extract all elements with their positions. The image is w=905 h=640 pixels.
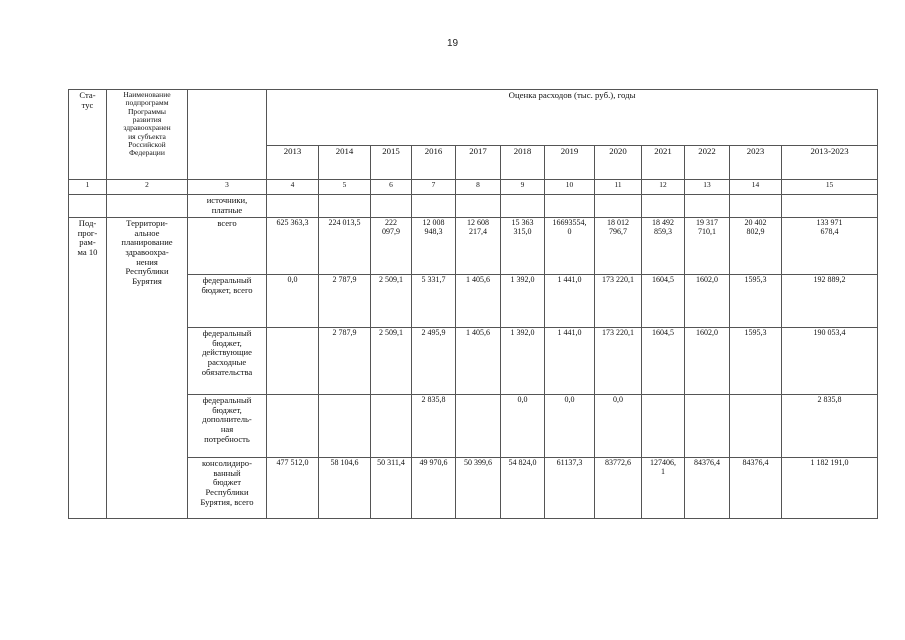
value-cell: 18 012 796,7 bbox=[595, 218, 642, 275]
header-name: Наименование подпрограмм Программы развития здравоохранен ия субъекта Российской Федерации bbox=[107, 90, 188, 180]
value-cell: 1604,5 bbox=[642, 328, 685, 395]
value-cell: 15 363 315,0 bbox=[501, 218, 545, 275]
funding-source: федеральный бюджет, всего bbox=[188, 275, 267, 328]
funding-source: консолидиро- ванный бюджет Республики Бурятия, всего bbox=[188, 458, 267, 519]
value-cell: 222 097,9 bbox=[371, 218, 412, 275]
empty-value-cell bbox=[685, 195, 730, 218]
value-cell: 84376,4 bbox=[685, 458, 730, 519]
header-source bbox=[188, 90, 267, 180]
column-number: 5 bbox=[319, 180, 371, 195]
value-cell: 477 512,0 bbox=[267, 458, 319, 519]
year-header: 2018 bbox=[501, 146, 545, 180]
value-cell: 2 787,9 bbox=[319, 328, 371, 395]
year-header: 2014 bbox=[319, 146, 371, 180]
page-number: 19 bbox=[446, 38, 459, 49]
empty-value-cell bbox=[730, 195, 782, 218]
value-cell: 192 889,2 bbox=[782, 275, 878, 328]
value-cell bbox=[371, 395, 412, 458]
value-cell: 2 835,8 bbox=[782, 395, 878, 458]
empty-value-cell bbox=[782, 195, 878, 218]
value-cell bbox=[642, 395, 685, 458]
value-cell: 83772,6 bbox=[595, 458, 642, 519]
year-header: 2017 bbox=[456, 146, 501, 180]
empty-value-cell bbox=[501, 195, 545, 218]
empty-value-cell bbox=[267, 195, 319, 218]
value-cell bbox=[685, 395, 730, 458]
continuation-status-cell bbox=[69, 195, 107, 218]
value-cell: 12 608 217,4 bbox=[456, 218, 501, 275]
value-cell: 1 392,0 bbox=[501, 275, 545, 328]
year-header: 2013-2023 bbox=[782, 146, 878, 180]
value-cell: 1604,5 bbox=[642, 275, 685, 328]
value-cell: 0,0 bbox=[595, 395, 642, 458]
value-cell: 19 317 710,1 bbox=[685, 218, 730, 275]
year-header: 2013 bbox=[267, 146, 319, 180]
column-number-row bbox=[69, 180, 878, 195]
value-cell: 1595,3 bbox=[730, 275, 782, 328]
value-cell: 2 787,9 bbox=[319, 275, 371, 328]
value-cell: 5 331,7 bbox=[412, 275, 456, 328]
value-cell: 54 824,0 bbox=[501, 458, 545, 519]
value-cell: 190 053,4 bbox=[782, 328, 878, 395]
funding-source: всего bbox=[188, 218, 267, 275]
value-cell: 1 441,0 bbox=[545, 275, 595, 328]
table-row bbox=[69, 395, 878, 458]
value-cell: 61137,3 bbox=[545, 458, 595, 519]
value-cell: 0,0 bbox=[267, 275, 319, 328]
year-header: 2022 bbox=[685, 146, 730, 180]
value-cell: 1 405,6 bbox=[456, 328, 501, 395]
value-cell bbox=[267, 395, 319, 458]
empty-value-cell bbox=[319, 195, 371, 218]
value-cell: 1595,3 bbox=[730, 328, 782, 395]
value-cell: 50 311,4 bbox=[371, 458, 412, 519]
value-cell: 20 402 802,9 bbox=[730, 218, 782, 275]
column-number: 2 bbox=[107, 180, 188, 195]
table-row bbox=[69, 328, 878, 395]
value-cell: 50 399,6 bbox=[456, 458, 501, 519]
header-estimate: Оценка расходов (тыс. руб.), годы bbox=[267, 90, 878, 146]
funding-source: федеральный бюджет, действующие расходные обязательства bbox=[188, 328, 267, 395]
value-cell: 127406, 1 bbox=[642, 458, 685, 519]
year-header: 2015 bbox=[371, 146, 412, 180]
value-cell: 2 509,1 bbox=[371, 275, 412, 328]
table-row bbox=[69, 218, 878, 275]
empty-value-cell bbox=[595, 195, 642, 218]
column-number: 6 bbox=[371, 180, 412, 195]
value-cell: 0,0 bbox=[545, 395, 595, 458]
year-header: 2023 bbox=[730, 146, 782, 180]
value-cell: 224 013,5 bbox=[319, 218, 371, 275]
column-number: 7 bbox=[412, 180, 456, 195]
value-cell: 49 970,6 bbox=[412, 458, 456, 519]
empty-value-cell bbox=[642, 195, 685, 218]
column-number: 3 bbox=[188, 180, 267, 195]
column-number: 1 bbox=[69, 180, 107, 195]
year-header: 2020 bbox=[595, 146, 642, 180]
column-number: 15 bbox=[782, 180, 878, 195]
value-cell: 1 392,0 bbox=[501, 328, 545, 395]
value-cell: 16693554, 0 bbox=[545, 218, 595, 275]
value-cell: 1 405,6 bbox=[456, 275, 501, 328]
value-cell: 1 441,0 bbox=[545, 328, 595, 395]
column-number: 12 bbox=[642, 180, 685, 195]
empty-value-cell bbox=[456, 195, 501, 218]
value-cell bbox=[730, 395, 782, 458]
value-cell bbox=[456, 395, 501, 458]
value-cell bbox=[319, 395, 371, 458]
value-cell: 1 182 191,0 bbox=[782, 458, 878, 519]
value-cell: 2 495,9 bbox=[412, 328, 456, 395]
value-cell: 12 008 948,3 bbox=[412, 218, 456, 275]
value-cell: 173 220,1 bbox=[595, 328, 642, 395]
subprogram-name: Территори- альное планирование здравоохра- нения Республики Бурятия bbox=[107, 218, 188, 519]
value-cell: 133 971 678,4 bbox=[782, 218, 878, 275]
value-cell: 2 835,8 bbox=[412, 395, 456, 458]
value-cell bbox=[267, 328, 319, 395]
value-cell: 58 104,6 bbox=[319, 458, 371, 519]
header-status: Ста- тус bbox=[69, 90, 107, 180]
column-number: 4 bbox=[267, 180, 319, 195]
year-header: 2021 bbox=[642, 146, 685, 180]
column-number: 14 bbox=[730, 180, 782, 195]
column-number: 8 bbox=[456, 180, 501, 195]
value-cell: 625 363,3 bbox=[267, 218, 319, 275]
year-header: 2019 bbox=[545, 146, 595, 180]
table-row bbox=[69, 458, 878, 519]
value-cell: 0,0 bbox=[501, 395, 545, 458]
year-header: 2016 bbox=[412, 146, 456, 180]
value-cell: 1602,0 bbox=[685, 328, 730, 395]
empty-value-cell bbox=[371, 195, 412, 218]
value-cell: 2 509,1 bbox=[371, 328, 412, 395]
table-row bbox=[69, 275, 878, 328]
value-cell: 1602,0 bbox=[685, 275, 730, 328]
source-label: источники, платные bbox=[188, 195, 267, 218]
subprogram-status: Под- прог- рам- ма 10 bbox=[69, 218, 107, 519]
empty-value-cell bbox=[545, 195, 595, 218]
column-number: 10 bbox=[545, 180, 595, 195]
empty-value-cell bbox=[412, 195, 456, 218]
value-cell: 84376,4 bbox=[730, 458, 782, 519]
column-number: 11 bbox=[595, 180, 642, 195]
continuation-name-cell bbox=[107, 195, 188, 218]
column-number: 13 bbox=[685, 180, 730, 195]
header-row bbox=[69, 90, 878, 146]
funding-source: федеральный бюджет, дополнитель- ная потребность bbox=[188, 395, 267, 458]
column-number: 9 bbox=[501, 180, 545, 195]
continuation-row bbox=[69, 195, 878, 218]
value-cell: 173 220,1 bbox=[595, 275, 642, 328]
budget-table bbox=[68, 89, 878, 519]
value-cell: 18 492 859,3 bbox=[642, 218, 685, 275]
